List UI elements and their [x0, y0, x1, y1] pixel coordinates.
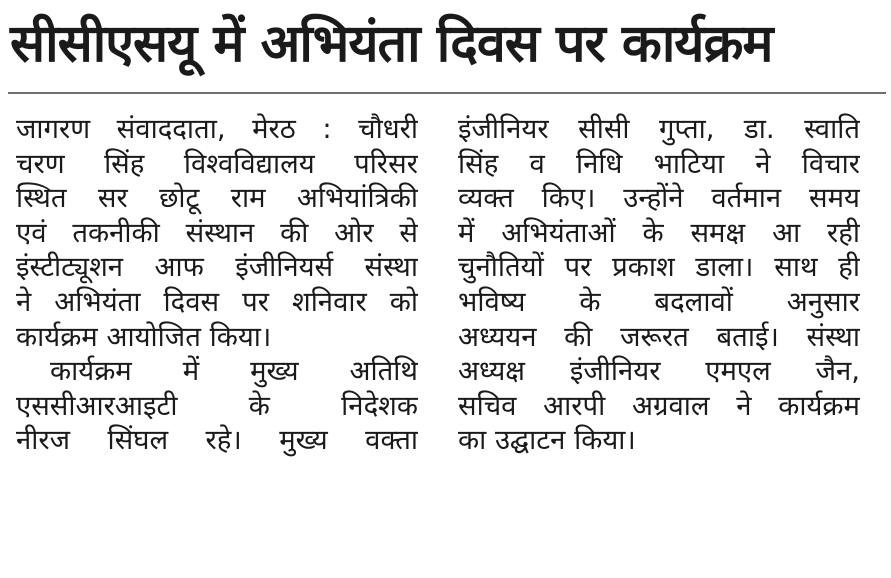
article-column-left	[16, 112, 418, 458]
article-line: जागरण संवाददाता, मेरठ : चौधरी	[16, 113, 418, 145]
article-line: इंजीनियर सीसी गुप्ता, डा. स्वाति	[458, 113, 860, 145]
article-line: एवं तकनीकी संस्थान की ओर से	[16, 216, 418, 249]
article-line: सचिव आरपी अग्रवाल ने कार्यक्रम	[458, 389, 860, 422]
article-line: अध्ययन की जरूरत बताई। संस्था	[458, 320, 860, 353]
article-line: कार्यक्रम आयोजित किया।	[16, 320, 272, 353]
article-line: भविष्य के बदलावों अनुसार	[458, 285, 860, 318]
article-column-right	[458, 112, 860, 458]
article-line: अध्यक्ष इंजीनियर एमएल जैन,	[458, 355, 860, 388]
article-line: सिंह व निधि भाटिया ने विचार	[458, 147, 860, 180]
article-line: स्थित सर छोटू राम अभियांत्रिकी	[16, 182, 418, 215]
article-line: एससीआरआइटी के निदेशक	[16, 389, 418, 422]
article-line: व्यक्त किए। उन्होंने वर्तमान समय	[458, 182, 860, 215]
article-line: इंस्टीट्यूशन आफ इंजीनियर्स संस्था	[16, 251, 418, 284]
headline: सीसीएसयू में अभियंता दिवस पर कार्यक्रम	[10, 14, 773, 74]
article-line: में अभियंताओं के समक्ष आ रही	[458, 216, 860, 249]
article-line: ने अभियंता दिवस पर शनिवार को	[16, 285, 418, 318]
article-line: का उद्घाटन किया।	[458, 424, 636, 457]
article-line: चरण सिंह विश्वविद्यालय परिसर	[16, 147, 418, 180]
article-line: कार्यक्रम में मुख्य अतिथि	[50, 355, 418, 388]
article-line: चुनौतियों पर प्रकाश डाला। साथ ही	[458, 251, 860, 284]
headline-divider	[8, 92, 886, 94]
article-line: नीरज सिंघल रहे। मुख्य वक्ता	[16, 424, 418, 457]
